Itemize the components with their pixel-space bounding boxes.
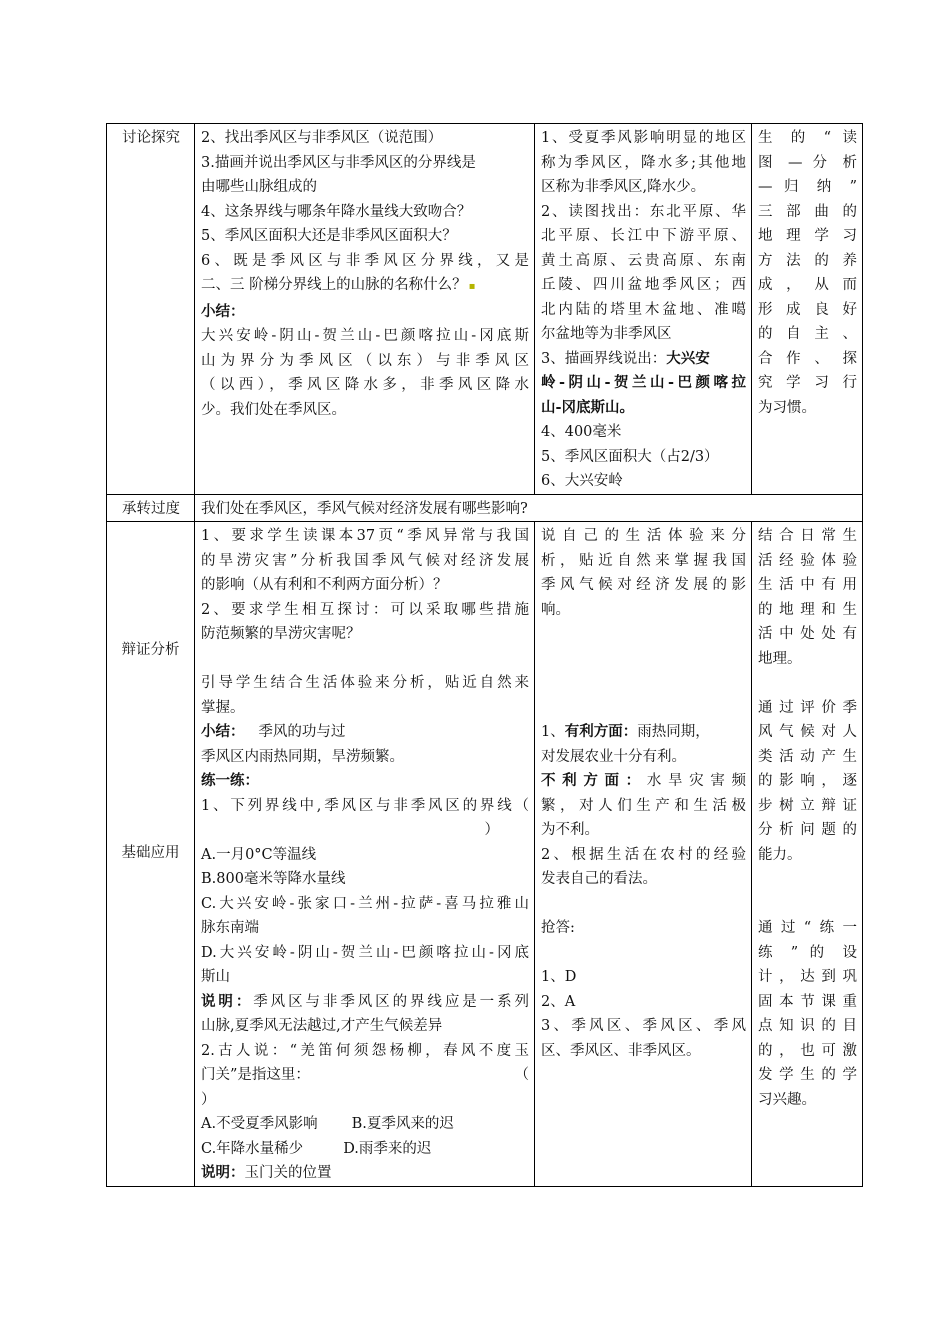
text-line: 究 学 习 行 — [758, 375, 857, 391]
text-line — [541, 347, 746, 372]
row-analysis — [107, 522, 863, 1187]
answer-1: 1、D — [541, 969, 577, 985]
text-line — [541, 720, 746, 745]
text-line: 黄土高原、云贵高原、东南 — [541, 252, 746, 269]
bold-answer: 岭-阴山-贺兰山-巴颜喀拉 — [541, 374, 746, 391]
text-line: 1、受夏季风影响明显的地区 — [541, 130, 746, 146]
dot-mark: ▪ — [468, 281, 476, 292]
text-line: 通过评价季 — [758, 699, 857, 716]
text-line: 结合日常生 — [758, 528, 857, 544]
text-line: 析，贴近自然来掌握我国 — [541, 552, 746, 569]
summary-label: 小结： — [201, 723, 245, 740]
text-line: 抢答: — [541, 920, 575, 936]
text-line: 由哪些山脉组成的 — [201, 179, 317, 195]
text-line: 山脉,夏季风无法越过,才产生气候差异 — [201, 1018, 443, 1034]
text-line: 发表自己的看法。 — [541, 871, 657, 887]
text-line — [201, 720, 529, 745]
text-line: 北内陆的塔里木盆地、准噶 — [541, 301, 746, 318]
text-line: 5、季风区面积大（占2/3） — [541, 448, 719, 465]
text-line: 2、根据生活在农村的经验 — [541, 846, 746, 863]
disadvantage-label: 不利方面： — [541, 772, 647, 789]
text-segment: （ — [514, 1067, 529, 1083]
text-line: （以西），季风区降水多，非季风区降水 — [201, 377, 529, 393]
row-discussion — [107, 124, 863, 495]
text-line: 季风区内雨热同期，旱涝频繁。 — [201, 748, 404, 765]
bold-answer: 大兴安 — [666, 349, 710, 367]
text-line: 2.古人说：“羌笛何须怨杨柳，春风不度玉 — [201, 1042, 529, 1059]
text-line: 说自己的生活体验来分 — [541, 528, 746, 544]
text-segment: 1、 — [541, 724, 565, 740]
text-line: 大兴安岭-阴山-贺兰山-巴颜喀拉山-冈底斯 — [201, 328, 529, 344]
row-label-analysis-cell — [107, 522, 195, 1187]
text-line: 能力。 — [758, 846, 802, 863]
text-line: 练 ” 的 设 — [758, 944, 857, 961]
option-a: A.一月0°C等温线 — [201, 846, 317, 863]
text-line: 响。 — [541, 601, 570, 618]
text-line: 方 法 的 养 — [758, 252, 857, 269]
summary-heading — [201, 300, 529, 325]
blank-line — [758, 671, 857, 696]
text-line: 为不利。 — [541, 822, 599, 838]
text-line — [201, 1161, 529, 1186]
text-segment: 季风的功与过 — [258, 724, 346, 740]
text-line: 分析问题的 — [758, 822, 857, 838]
option-c: C.年降水量稀少 — [201, 1140, 304, 1157]
text-segment: 玉门关的位置 — [244, 1165, 332, 1181]
text-line: 4、这条界线与哪条年降水量线大致吻合？ — [201, 203, 472, 220]
blank-line — [541, 622, 746, 647]
text-line: 的 自 主 、 — [758, 326, 857, 342]
text-line: 类活动产生 — [758, 748, 857, 765]
student-activity-discussion — [535, 124, 752, 495]
text-line: 区称为非季风区,降水少。 — [541, 179, 706, 195]
text-line: 图 — 分 析 — [758, 154, 857, 171]
text-line: 防范频繁的旱涝灾害呢？ — [201, 626, 361, 642]
text-line: 引导学生结合生活体验来分析，贴近自然来 — [201, 675, 529, 691]
text-line: 脉东南端 — [201, 920, 259, 936]
text-line — [541, 371, 746, 396]
text-line: 地理。 — [758, 650, 802, 667]
text-line: 习兴趣。 — [758, 1091, 816, 1108]
text-line: 2、读图找出：东北平原、华 — [541, 203, 746, 220]
text-line: 6、大兴安岭 — [541, 473, 623, 489]
text-line: 区、季风区、非季风区。 — [541, 1042, 701, 1059]
text-line — [201, 273, 529, 300]
row-label-analysis: 辩证分析 — [121, 642, 180, 658]
text-line: 合 作 、 探 — [758, 350, 857, 367]
text-line — [201, 1137, 529, 1162]
note-label: 说明： — [201, 1164, 245, 1181]
option-b: B.800毫米等降水量线 — [201, 871, 346, 887]
row-label-transition: 承转过度 — [107, 494, 195, 522]
text-line: 风气候对人 — [758, 724, 857, 740]
answer-2: 2、A — [541, 993, 576, 1010]
text-line: 三 部 曲 的 — [758, 203, 857, 220]
student-activity-analysis — [535, 522, 752, 1187]
blank-line — [541, 892, 746, 917]
text-line: ） — [484, 822, 499, 838]
text-line: 生 的 “ 读 — [758, 130, 857, 146]
text-line — [201, 990, 529, 1015]
text-line: 发学生的学 — [758, 1067, 857, 1083]
text-line: 形 成 良 好 — [758, 301, 857, 318]
blank-line — [541, 941, 746, 966]
text-line — [201, 1063, 529, 1088]
teacher-activity-discussion — [195, 124, 535, 495]
text-line: 点知识的目 — [758, 1018, 857, 1034]
design-intent-discussion — [752, 124, 863, 495]
blank-line — [201, 647, 529, 672]
text-line — [201, 1112, 529, 1137]
text-line: 活中处处有 — [758, 626, 857, 642]
text-line: 的影响（从有利和不利两方面分析）？ — [201, 577, 448, 593]
bold-answer: 山-冈底斯山。 — [541, 398, 635, 416]
summary-label: 小结： — [201, 302, 245, 320]
text-line: 步树立辩证 — [758, 797, 857, 814]
design-intent-analysis — [752, 522, 863, 1187]
text-line: 季风气候对经济发展的影 — [541, 577, 746, 593]
text-line: 4、400毫米 — [541, 424, 622, 440]
text-line: 2、找出季风区与非季风区（说范围） — [201, 130, 443, 146]
text-line: 对发展农业十分有利。 — [541, 748, 686, 765]
lesson-plan-table — [106, 123, 863, 1187]
text-line — [541, 769, 746, 794]
text-line: 活经验体验 — [758, 552, 857, 569]
text-line: ） — [201, 1091, 216, 1108]
text-line: 为习惯。 — [758, 399, 816, 416]
text-line: 的地理和生 — [758, 601, 857, 618]
text-line: 通过“练一 — [758, 920, 857, 936]
blank-line — [758, 867, 857, 892]
text-line: 少。我们处在季风区。 — [201, 401, 346, 418]
text-segment: 门关”是指这里： — [201, 1067, 310, 1083]
text-line: 生活中有用 — [758, 577, 857, 593]
option-c: C.大兴安岭-张家口-兰州-拉萨-喜马拉雅山 — [201, 895, 529, 912]
option-b: B.夏季风来的迟 — [351, 1116, 454, 1132]
text-line — [541, 396, 746, 421]
text-line: 称为季风区，降水多;其他地 — [541, 154, 746, 171]
blank-line — [758, 892, 857, 917]
answer-3: 3、季风区、季风区、季风 — [541, 1018, 746, 1034]
blank-line — [541, 647, 746, 672]
teacher-activity-analysis — [195, 522, 535, 1187]
text-line: 的旱涝灾害”分析我国季风气候对经济发展 — [201, 552, 529, 569]
option-a: A.不受夏季风影响 — [201, 1116, 318, 1132]
text-segment: 3、描画界线说出： — [541, 350, 667, 367]
blank-line — [541, 671, 746, 696]
advantage-label: 有利方面： — [564, 723, 638, 740]
transition-text: 我们处在季风区，季风气候对经济发展有哪些影响? — [195, 494, 863, 522]
text-line: 6、既是季风区与非季风区分界线，又是 — [201, 252, 529, 269]
text-line: 掌握。 — [201, 699, 245, 716]
text-line: 地 理 学 习 — [758, 228, 857, 244]
text-line: 尔盆地等为非季风区 — [541, 326, 672, 342]
text-line: 1、要求学生读课本37页“季风异常与我国 — [201, 528, 529, 544]
text-segment: 雨热同期， — [637, 724, 710, 740]
row-label-discussion: 讨论探究 — [107, 124, 195, 495]
text-line: 固本节课重 — [758, 993, 857, 1010]
text-line: 2、要求学生相互探讨：可以采取哪些措施 — [201, 601, 529, 618]
text-line: 山为界分为季风区（以东）与非季风区 — [201, 352, 529, 369]
text-line: 计，达到巩 — [758, 969, 857, 985]
blank-line — [541, 696, 746, 721]
text-segment: 二、三 阶梯分界线上的山脉的名称什么？ — [201, 277, 467, 293]
text-segment: 季风区与非季风区的界线应是一系列 — [253, 993, 529, 1010]
text-line: 北平原、长江中下游平原、 — [541, 228, 746, 244]
text-line: — 归 纳 ” — [758, 179, 857, 195]
text-line: 的影响，逐 — [758, 773, 857, 789]
row-label-application: 基础应用 — [121, 845, 180, 861]
note-label: 说明： — [201, 992, 254, 1010]
text-line: 3.描画并说出季风区与非季风区的分界线是 — [201, 154, 476, 171]
text-line: 丘陵、四川盆地季风区；西 — [541, 277, 746, 293]
exercise-heading: 练一练： — [201, 772, 259, 789]
text-line: 繁，对人们生产和生活极 — [541, 797, 746, 814]
text-line: 的，也可激 — [758, 1042, 857, 1059]
text-line: 斯山 — [201, 969, 230, 985]
option-d: D.大兴安岭-阴山-贺兰山-巴颜喀拉山-冈底 — [201, 944, 529, 961]
option-d: D.雨季来的迟 — [343, 1140, 432, 1157]
text-segment: 水旱灾害频 — [646, 773, 747, 789]
text-line: 成 ， 从 而 — [758, 277, 857, 293]
text-line: 1、下列界线中,季风区与非季风区的界线（ — [201, 797, 529, 814]
row-transition — [107, 494, 863, 522]
text-line: 5、季风区面积大还是非季风区面积大？ — [201, 228, 457, 244]
text-line — [201, 769, 529, 794]
